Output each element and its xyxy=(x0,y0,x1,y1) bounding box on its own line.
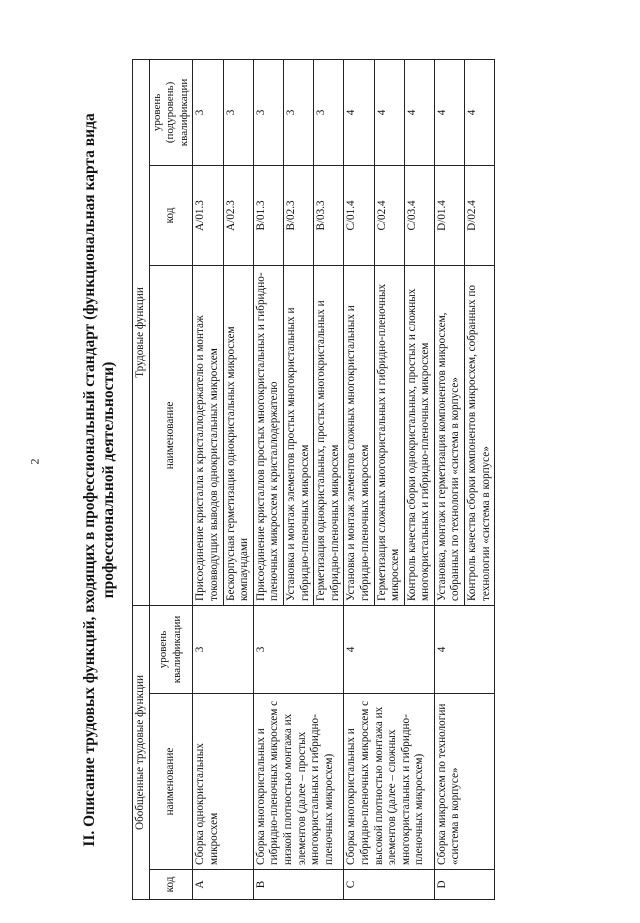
header-row-columns xyxy=(149,59,193,899)
section-title-line-2: профессиональной деятельности) xyxy=(100,361,117,599)
function-code: D/02.4 xyxy=(465,165,495,265)
function-level: 4 xyxy=(465,59,495,165)
group-level: 4 xyxy=(434,605,494,693)
function-level: 4 xyxy=(374,59,404,165)
header-generalized-functions: Обобщенные трудовые функции xyxy=(133,605,150,899)
function-name: Установка и монтаж элементов простых многокристальных и гибридно-пленочных микросхем xyxy=(283,265,313,605)
group-code: B xyxy=(253,870,344,900)
function-level: 3 xyxy=(314,59,344,165)
function-name: Герметизация однокристальных, простых многокристальных и гибридно-пленочных микросхем xyxy=(314,265,344,605)
group-code: A xyxy=(193,870,253,900)
group-level: 3 xyxy=(193,605,253,693)
functional-map-table xyxy=(132,59,495,900)
function-code: D/01.4 xyxy=(434,165,464,265)
function-code: A/01.3 xyxy=(193,165,223,265)
function-name: Установка и монтаж элементов сложных многокристальных и гибридно-пленочных микросхем xyxy=(344,265,374,605)
group-code: C xyxy=(344,870,435,900)
table-row xyxy=(344,59,374,899)
header-labor-name: наименование xyxy=(149,265,193,605)
group-name: Сборка многокристальных и гибридно-пленочных микросхем с низкой плотностью монтажа их элементов (далее – простых многокристальных и гибридно-пленочных микросхем) xyxy=(253,694,344,870)
group-name: Сборка многокристальных и гибридно-пленочных микросхем с высокой плотностью монтажа их элементов (далее – сложных многокристальных и гибридно-пленочных микросхем) xyxy=(344,694,435,870)
group-name: Сборка микросхем по технологии «система в корпусе» xyxy=(434,694,494,870)
header-code: код xyxy=(149,870,193,900)
group-level: 4 xyxy=(344,605,435,693)
header-row-groups xyxy=(133,59,150,899)
header-labor-functions: Трудовые функции xyxy=(133,59,150,605)
header-labor-code: код xyxy=(149,165,193,265)
function-code: B/02.3 xyxy=(283,165,313,265)
section-title xyxy=(80,60,118,900)
function-name: Контроль качества сборки компонентов микросхем, собранных по технологии «система в корпусе» xyxy=(465,265,495,605)
function-name: Контроль качества сборки однокристальных, простых и сложных многокристальных и гибридно-пленочных микросхем xyxy=(404,265,434,605)
function-level: 3 xyxy=(283,59,313,165)
header-sublevel: уровень (подуровень) квалификации xyxy=(149,59,193,165)
function-level: 4 xyxy=(344,59,374,165)
function-name: Герметизация сложных многокристальных и гибридно-пленочных микросхем xyxy=(374,265,404,605)
function-name: Бескорпусная герметизация однокристальных микросхем компаундами xyxy=(223,265,253,605)
function-level: 3 xyxy=(223,59,253,165)
function-code: C/02.4 xyxy=(374,165,404,265)
table-row xyxy=(193,59,223,899)
function-level: 4 xyxy=(434,59,464,165)
table-row xyxy=(253,59,283,899)
function-code: C/03.4 xyxy=(404,165,434,265)
function-code: A/02.3 xyxy=(223,165,253,265)
function-level: 4 xyxy=(404,59,434,165)
function-name: Присоединение кристаллов простых многокристальных и гибридно-пленочных микросхем к кристаллодержателю xyxy=(253,265,283,605)
page-number: 2 xyxy=(27,458,42,465)
table-row xyxy=(434,59,464,899)
function-code: B/01.3 xyxy=(253,165,283,265)
function-name: Установка, монтаж и герметизация компонентов микросхем, собранных по технологии «система в корпусе» xyxy=(434,265,464,605)
group-code: D xyxy=(434,870,494,900)
rotated-page-content xyxy=(80,60,560,900)
function-code: B/03.3 xyxy=(314,165,344,265)
group-name: Сборка однокристальных микросхем xyxy=(193,694,253,870)
function-name: Присоединение кристалла к кристаллодержателю и монтаж токовводущих выводов однокристальных микросхем xyxy=(193,265,223,605)
header-qualification-level: уровень квалификации xyxy=(149,605,193,693)
function-code: C/01.4 xyxy=(344,165,374,265)
section-title-line-1: II. Описание трудовых функций, входящих в профессиональный стандарт (функциональная карта вида xyxy=(81,113,98,847)
header-name: наименование xyxy=(149,694,193,870)
function-level: 3 xyxy=(253,59,283,165)
function-level: 3 xyxy=(193,59,223,165)
group-level: 3 xyxy=(253,605,344,693)
